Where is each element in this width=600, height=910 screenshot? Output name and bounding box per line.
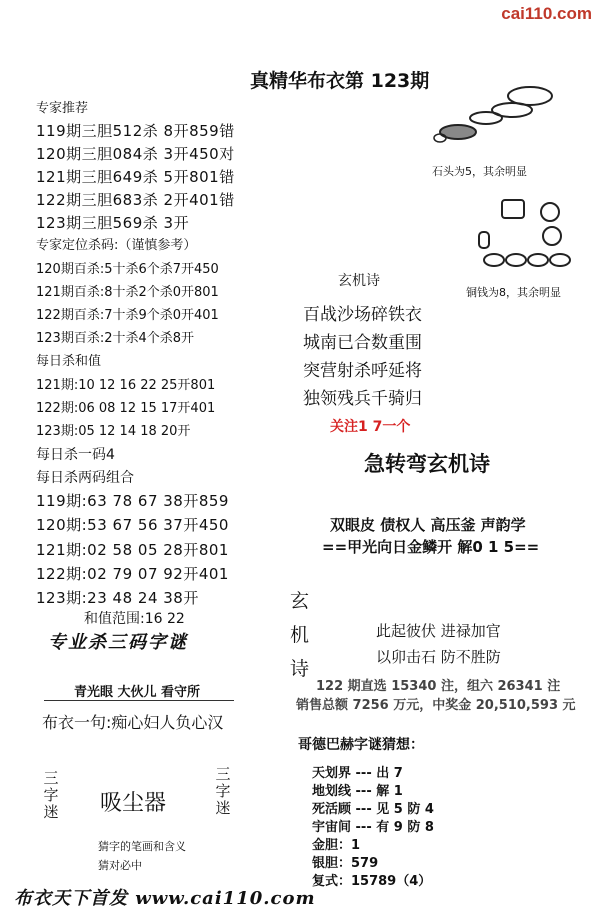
coin-shape: [502, 200, 524, 218]
stone-shape: [470, 112, 502, 124]
position-line: 121期百杀:8十杀2个杀0开801: [36, 285, 219, 300]
footer-banner: 布衣天下首发 www.cai110.com: [14, 888, 316, 909]
riddle-line: 双眼皮 债权人 高压釜 声韵学: [330, 516, 526, 534]
coins-image: [474, 194, 574, 274]
coin-shape: [479, 232, 489, 248]
stone-shape: [434, 134, 446, 142]
position-line: 122期百杀:7十杀9个杀0开401: [36, 308, 219, 323]
coin-shape: [506, 254, 526, 266]
sum-heading: 每日杀和值: [36, 354, 102, 369]
coins-caption: 铜钱为8，其余明显: [466, 286, 561, 299]
sales-line: 销售总额 7256 万元，中奖金 20,510,593 元: [296, 698, 576, 713]
hint-line: 猜字的笔画和含义: [98, 840, 186, 853]
coin-shape: [550, 254, 570, 266]
xuanji-line: 以卯击石 防不胜防: [376, 648, 501, 666]
kill-two-line: 119期:63 78 67 38开859: [36, 492, 229, 510]
kill-two-line: 122期:02 79 07 92开401: [36, 565, 229, 583]
goldbach-line: 金胆：1: [312, 838, 361, 853]
kill-one: 每日杀一码4: [36, 447, 115, 463]
sales-line: 122 期直选 15340 注，组六 26341 注: [316, 679, 561, 694]
xuanji-line: 此起彼伏 进禄加官: [376, 622, 501, 640]
poem-line: 独领残兵千骑归: [303, 389, 422, 409]
sanzi-label-left: 三字迷: [43, 769, 59, 821]
focus-note: 关注1 7一个: [330, 419, 411, 435]
expert-line: 123期三胆569杀 3开: [36, 214, 190, 232]
position-line: 120期百杀:5十杀6个杀7开450: [36, 262, 219, 277]
goldbach-heading: 哥德巴赫字谜猜想：: [298, 737, 424, 753]
sum-line: 123期:05 12 14 18 20开: [36, 424, 191, 439]
section-title: 急转弯玄机诗: [364, 452, 490, 476]
expert-line: 121期三胆649杀 5开801错: [36, 168, 235, 186]
kill-two-line: 120期:53 67 56 37开450: [36, 516, 229, 534]
kill-two-line: 121期:02 58 05 28开801: [36, 541, 229, 559]
pro-kill-riddle-title: 专业杀三码字谜: [48, 632, 188, 653]
page-title: 真精华布衣第 123期: [250, 70, 430, 92]
xuanji-vertical-char: 玄: [290, 590, 310, 612]
riddle-word: 吸尘器: [100, 791, 167, 816]
buyi-sentence: 布衣一句:痴心妇人负心汉: [42, 713, 224, 732]
riddle-words: 青光眼 大伙儿 看守所: [74, 685, 201, 700]
expert-line: 122期三胆683杀 2开401错: [36, 191, 235, 209]
goldbach-line: 复式：15789（4）: [312, 874, 432, 889]
stones-caption: 石头为5，其余明显: [432, 165, 527, 178]
goldbach-line: 死活顾 --- 见 5 防 4: [312, 802, 434, 817]
coin-shape: [528, 254, 548, 266]
site-logo: cai110.com: [501, 4, 592, 23]
divider: [44, 700, 234, 701]
sum-range: 和值范围:16 22: [84, 611, 185, 627]
goldbach-line: 银胆：579: [312, 856, 379, 871]
xuanji-vertical-char: 机: [290, 624, 310, 646]
poem-line: 百战沙场碎铁衣: [303, 305, 422, 325]
expert-line: 120期三胆084杀 3开450对: [36, 145, 235, 163]
poem-title: 玄机诗: [338, 273, 380, 289]
expert-heading: 专家推荐: [36, 101, 89, 116]
poem-line: 城南已合数重围: [303, 333, 422, 353]
stones-image: [430, 80, 560, 160]
goldbach-line: 天划界 --- 出 7: [312, 766, 403, 781]
sanzi-label-right: 三字迷: [215, 765, 231, 817]
goldbach-line: 宇宙间 --- 有 9 防 8: [312, 820, 434, 835]
solution-line: ==甲光向日金鳞开 解0 1 5==: [322, 538, 540, 556]
kill-two-line: 123期:23 48 24 38开: [36, 589, 199, 607]
coin-shape: [541, 203, 559, 221]
hint-line: 猜对必中: [98, 859, 142, 872]
position-heading: 专家定位杀码:（谨慎参考）: [36, 238, 197, 253]
poem-line: 突营射杀呼延将: [303, 361, 422, 381]
expert-line: 119期三胆512杀 8开859错: [36, 122, 235, 140]
kill-two-heading: 每日杀两码组合: [36, 470, 134, 486]
position-line: 123期百杀:2十杀4个杀8开: [36, 331, 195, 346]
xuanji-vertical-char: 诗: [290, 658, 310, 680]
goldbach-line: 地划线 --- 解 1: [312, 784, 403, 799]
coin-shape: [484, 254, 504, 266]
sum-line: 122期:06 08 12 15 17开401: [36, 401, 216, 416]
coin-shape: [543, 227, 561, 245]
sum-line: 121期:10 12 16 22 25开801: [36, 378, 216, 393]
